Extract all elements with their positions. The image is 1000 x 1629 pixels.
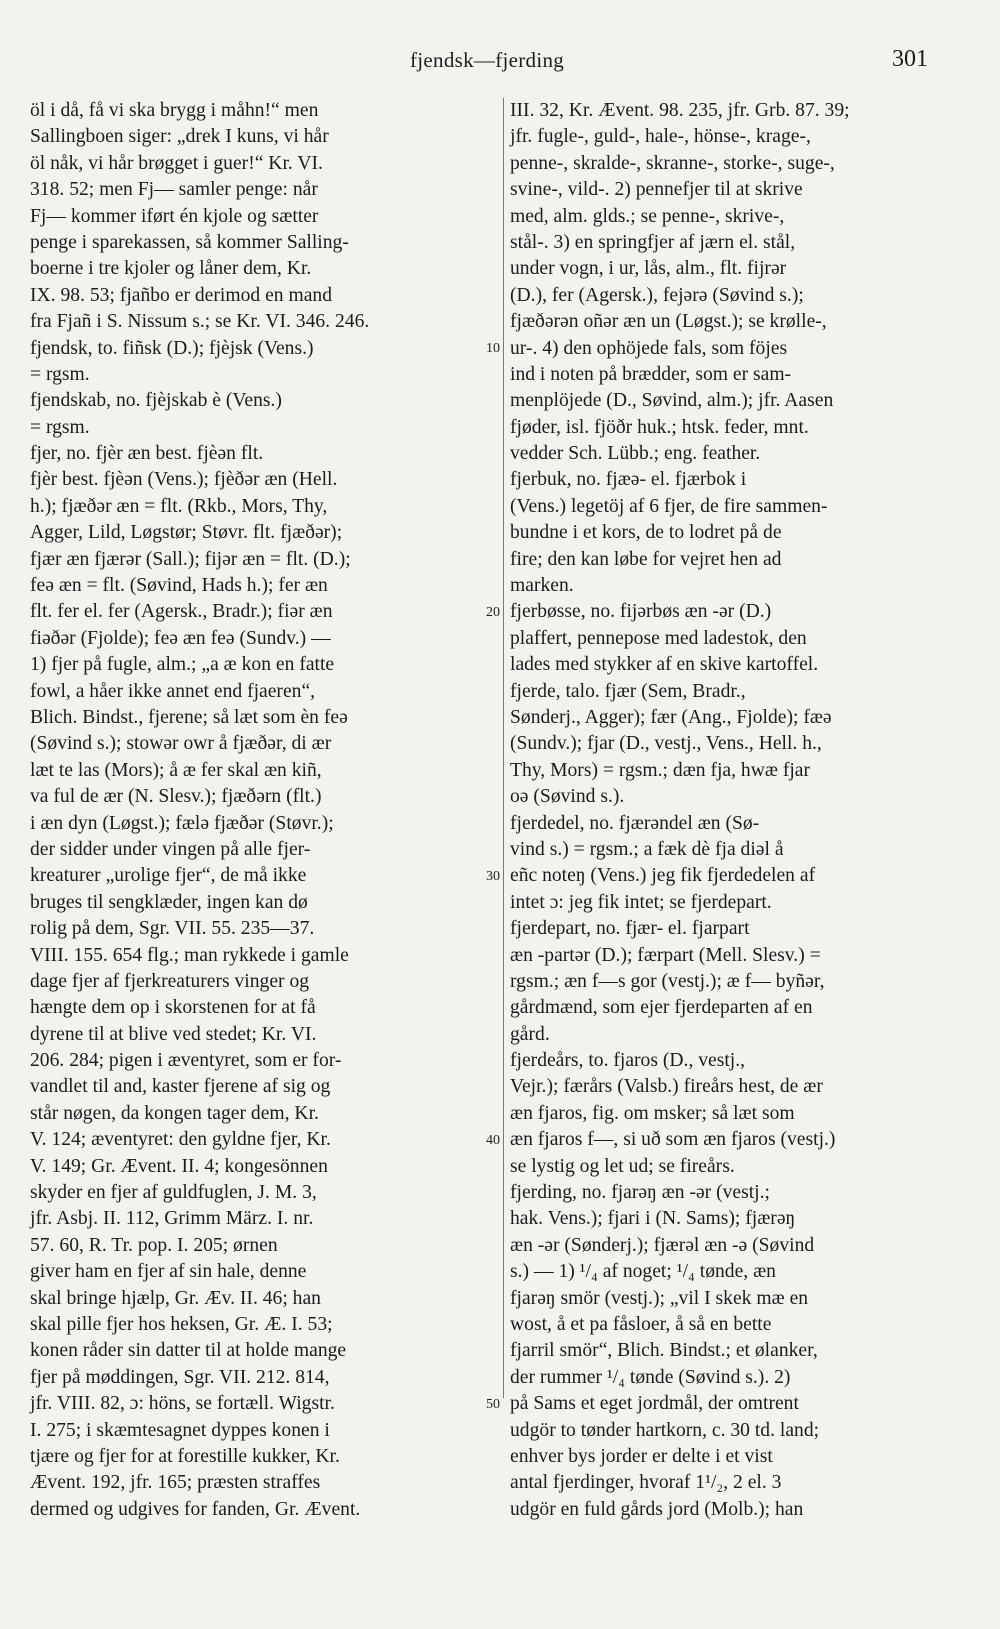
- text-line: æn fjaros f—, si uð som æn fjaros (vestj.): [510, 1129, 836, 1151]
- text-line: oə (Søvind s.).: [510, 786, 625, 808]
- text-line: eñc noteŋ (Vens.) jeg fik fjerdedelen af: [510, 865, 816, 887]
- text-line: intet ɔ: jeg fik intet; se fjerdepart.: [510, 891, 772, 913]
- text-line: s.) — 1) ¹/₄ af noget; ¹/₄ tønde, æn: [510, 1261, 776, 1283]
- text-line: under vogn, i ur, lås, alm., flt. fijrər: [510, 258, 787, 280]
- text-line: fjerbuk, no. fjæə- el. fjærbok i: [510, 469, 747, 491]
- text-line: feə æn = flt. (Søvind, Hads h.); fer æn: [30, 575, 328, 597]
- text-line: gård.: [510, 1023, 550, 1045]
- text-line: penge i sparekassen, så kommer Salling-: [30, 231, 349, 253]
- text-line: fire; den kan løbe for vejret hen ad: [510, 548, 782, 570]
- text-line: står nøgen, da kongen tager dem, Kr.: [30, 1102, 319, 1124]
- text-line: (D.), fer (Agersk.), fejərə (Søvind s.);: [510, 284, 804, 306]
- text-line: fjerdepart, no. fjær- el. fjarpart: [510, 918, 750, 940]
- line-number: 30: [486, 868, 500, 884]
- text-line: I. 275; i skæmtesagnet dyppes konen i: [30, 1419, 330, 1441]
- text-line: udgör en fuld gårds jord (Molb.); han: [510, 1498, 804, 1520]
- text-line: Blich. Bindst., fjerene; så læt som èn feə: [30, 706, 348, 728]
- text-line: dyrene til at blive ved stedet; Kr. VI.: [30, 1023, 317, 1045]
- text-line: wost, å et pa fåsloer, å så en bette: [510, 1313, 772, 1335]
- page-header: [0, 44, 1000, 84]
- text-line: plaffert, pennepose med ladestok, den: [510, 627, 807, 649]
- text-line: dermed og udgives for fanden, Gr. Ævent.: [30, 1498, 361, 1520]
- text-line: öl i då, få vi ska brygg i måhn!“ men: [30, 100, 319, 121]
- text-line: fowl, a håer ikke annet end fjaeren“,: [30, 680, 316, 702]
- text-line: jfr. Asbj. II. 112, Grimm März. I. nr.: [30, 1208, 314, 1230]
- text-line: konen råder sin datter til at holde mange: [30, 1340, 347, 1362]
- text-line: ur-. 4) den ophöjede fals, som föjes: [510, 337, 788, 359]
- text-line: III. 32, Kr. Ævent. 98. 235, jfr. Grb. 87. 39;: [510, 100, 850, 121]
- text-line: Sønderj., Agger); fær (Ang., Fjolde); fæə: [510, 706, 832, 728]
- text-line: 206. 284; pigen i æventyret, som er for-: [30, 1050, 342, 1072]
- text-line: Sallingboen siger: „drek I kuns, vi hår: [30, 126, 329, 148]
- text-line: fjæðərən oñər æn un (Løgst.); se krølle-,: [510, 311, 827, 333]
- text-line: på Sams et eget jordmål, der omtrent: [510, 1393, 799, 1415]
- text-line: lades med stykker af en skive kartoffel.: [510, 654, 819, 676]
- text-line: hængte dem op i skorstenen for at få: [30, 997, 316, 1019]
- text-line: æn fjaros, fig. om msker; så læt som: [510, 1102, 795, 1124]
- text-line: (Sundv.); fjar (D., vestj., Vens., Hell. h.,: [510, 733, 822, 755]
- line-number: 10: [486, 340, 500, 356]
- text-line: fra Fjañ i S. Nissum s.; se Kr. VI. 346. 246.: [30, 311, 370, 333]
- text-line: æn -ər (Sønderj.); fjærəl æn -ə (Søvind: [510, 1234, 815, 1256]
- text-line: æn -partər (D.); færpart (Mell. Slesv.) =: [510, 944, 821, 966]
- text-line: i æn dyn (Løgst.); fælə fjæðər (Støvr.);: [30, 812, 334, 834]
- text-line: Fj— kommer iført én kjole og sætter: [30, 205, 319, 227]
- line-number: 40: [486, 1132, 500, 1148]
- text-line: V. 149; Gr. Ævent. II. 4; kongesönnen: [30, 1155, 328, 1177]
- text-line: boerne i tre kjoler og låner dem, Kr.: [30, 258, 312, 280]
- text-line: stål-. 3) en springfjer af jærn el. stål,: [510, 231, 796, 253]
- text-line: = rgsm.: [30, 416, 90, 438]
- text-line: rolig på dem, Sgr. VII. 55. 235—37.: [30, 918, 315, 940]
- text-line: fjerdedel, no. fjærəndel æn (Sø-: [510, 812, 760, 834]
- text-line: Vejr.); færårs (Valsb.) fireårs hest, de ær: [510, 1076, 823, 1098]
- text-line: vind s.) = rgsm.; a fæk dè fja diəl å: [510, 838, 784, 860]
- text-line: fjèr best. fjèən (Vens.); fjèðər æn (Hell.: [30, 469, 338, 491]
- text-line: enhver bys jorder er delte i et vist: [510, 1445, 773, 1467]
- text-line: bundne i et kors, de to lodret på de: [510, 522, 782, 544]
- text-line: h.); fjæðər æn = flt. (Rkb., Mors, Thy,: [30, 495, 328, 517]
- text-line: marken.: [510, 575, 574, 597]
- text-line: 318. 52; men Fj— samler penge: når: [30, 179, 318, 201]
- text-line: fjendsk, to. fiñsk (D.); fjèjsk (Vens.): [30, 337, 314, 359]
- text-line: fjer på møddingen, Sgr. VII. 212. 814,: [30, 1366, 330, 1388]
- text-line: menplöjede (D., Søvind, alm.); jfr. Aasen: [510, 390, 834, 412]
- text-line: bruges til sengklæder, ingen kan dø: [30, 891, 308, 913]
- right-text-column: [510, 98, 940, 1523]
- line-number: 50: [486, 1396, 500, 1412]
- text-line: giver ham en fjer af sin hale, denne: [30, 1261, 307, 1283]
- text-line: skyder en fjer af guldfuglen, J. M. 3,: [30, 1182, 317, 1204]
- text-line: der rummer ¹/₄ tønde (Søvind s.). 2): [510, 1366, 791, 1388]
- text-line: fjarəŋ smör (vestj.); „vil I skek mæ en: [510, 1287, 809, 1309]
- text-line: V. 124; æventyret: den gyldne fjer, Kr.: [30, 1129, 331, 1151]
- text-line: fjær æn fjærər (Sall.); fijər æn = flt. (D.);: [30, 548, 351, 570]
- text-line: va ful de ær (N. Slesv.); fjæðərn (flt.): [30, 786, 322, 808]
- page-number: 301: [892, 46, 928, 72]
- text-line: dage fjer af fjerkreaturers vinger og: [30, 970, 310, 992]
- line-number: 20: [486, 604, 500, 620]
- text-line: Thy, Mors) = rgsm.; dæn fja, hwæ fjar: [510, 759, 811, 781]
- text-line: Ævent. 192, jfr. 165; præsten straffes: [30, 1472, 321, 1494]
- column-divider: [503, 98, 504, 1398]
- text-line: jfr. VIII. 82, ɔ: höns, se fortæll. Wigstr.: [30, 1393, 335, 1415]
- running-head: fjendsk—fjerding: [410, 48, 565, 72]
- text-line: antal fjerdinger, hvoraf 1¹/₂, 2 el. 3: [510, 1472, 782, 1494]
- text-line: hak. Vens.); fjari i (N. Sams); fjærəŋ: [510, 1208, 796, 1230]
- text-line: 1) fjer på fugle, alm.; „a æ kon en fatte: [30, 654, 335, 676]
- text-line: fjarril smör“, Blich. Bindst.; et ølanker,: [510, 1340, 818, 1362]
- text-line: fiəðər (Fjolde); feə æn feə (Sundv.) —: [30, 627, 331, 649]
- text-line: tjære og fjer for at forestille kukker, Kr.: [30, 1445, 340, 1467]
- text-line: ind i noten på brædder, som er sam-: [510, 363, 792, 385]
- text-line: (Vens.) legetöj af 6 fjer, de fire sammen-: [510, 495, 828, 517]
- text-line: fjer, no. fjèr æn best. fjèən flt.: [30, 443, 264, 465]
- text-line: flt. fer el. fer (Agersk., Bradr.); fiər æn: [30, 601, 333, 623]
- text-line: 57. 60, R. Tr. pop. I. 205; ørnen: [30, 1234, 278, 1256]
- text-line: jfr. fugle-, guld-, hale-, hönse-, krage-,: [510, 126, 811, 148]
- text-line: (Søvind s.); stowər owr å fjæðər, di ær: [30, 733, 332, 755]
- left-text-column: [30, 98, 500, 1523]
- text-line: IX. 98. 53; fjañbo er derimod en mand: [30, 284, 332, 306]
- text-line: Agger, Lild, Løgstør; Støvr. flt. fjæðər);: [30, 522, 343, 544]
- text-line: vandlet til and, kaster fjerene af sig og: [30, 1076, 331, 1098]
- text-line: med, alm. glds.; se penne-, skrive-,: [510, 205, 785, 227]
- text-line: svine-, vild-. 2) pennefjer til at skrive: [510, 179, 803, 201]
- text-line: fjendskab, no. fjèjskab è (Vens.): [30, 390, 282, 412]
- text-line: vedder Sch. Lübb.; eng. feather.: [510, 443, 761, 465]
- text-line: fjerding, no. fjarəŋ æn -ər (vestj.;: [510, 1182, 770, 1204]
- text-line: udgör to tønder hartkorn, c. 30 td. land;: [510, 1419, 820, 1441]
- text-line: der sidder under vingen på alle fjer-: [30, 838, 311, 860]
- text-line: skal pille fjer hos heksen, Gr. Æ. I. 53;: [30, 1313, 333, 1335]
- text-line: = rgsm.: [30, 363, 90, 385]
- text-line: gårdmænd, som ejer fjerdeparten af en: [510, 997, 813, 1019]
- text-line: skal bringe hjælp, Gr. Æv. II. 46; han: [30, 1287, 321, 1309]
- text-line: rgsm.; æn f—s gor (vestj.); æ f— byñər,: [510, 970, 825, 992]
- text-line: fjerde, talo. fjær (Sem, Bradr.,: [510, 680, 746, 702]
- text-line: læt te las (Mors); å æ fer skal æn kiñ,: [30, 759, 322, 781]
- text-line: fjerdeårs, to. fjaros (D., vestj.,: [510, 1050, 746, 1072]
- text-line: kreaturer „urolige fjer“, de må ikke: [30, 865, 307, 887]
- text-line: penne-, skralde-, skranne-, storke-, suge-,: [510, 152, 835, 174]
- text-line: fjøder, isl. fjöðr huk.; htsk. feder, mnt.: [510, 416, 809, 438]
- text-line: se lystig og let ud; se fireårs.: [510, 1155, 735, 1177]
- text-line: öl nåk, vi hår brøgget i guer!“ Kr. VI.: [30, 152, 323, 174]
- text-line: VIII. 155. 654 flg.; man rykkede i gamle: [30, 944, 349, 966]
- text-line: fjerbøsse, no. fijərbøs æn -ər (D.): [510, 601, 772, 623]
